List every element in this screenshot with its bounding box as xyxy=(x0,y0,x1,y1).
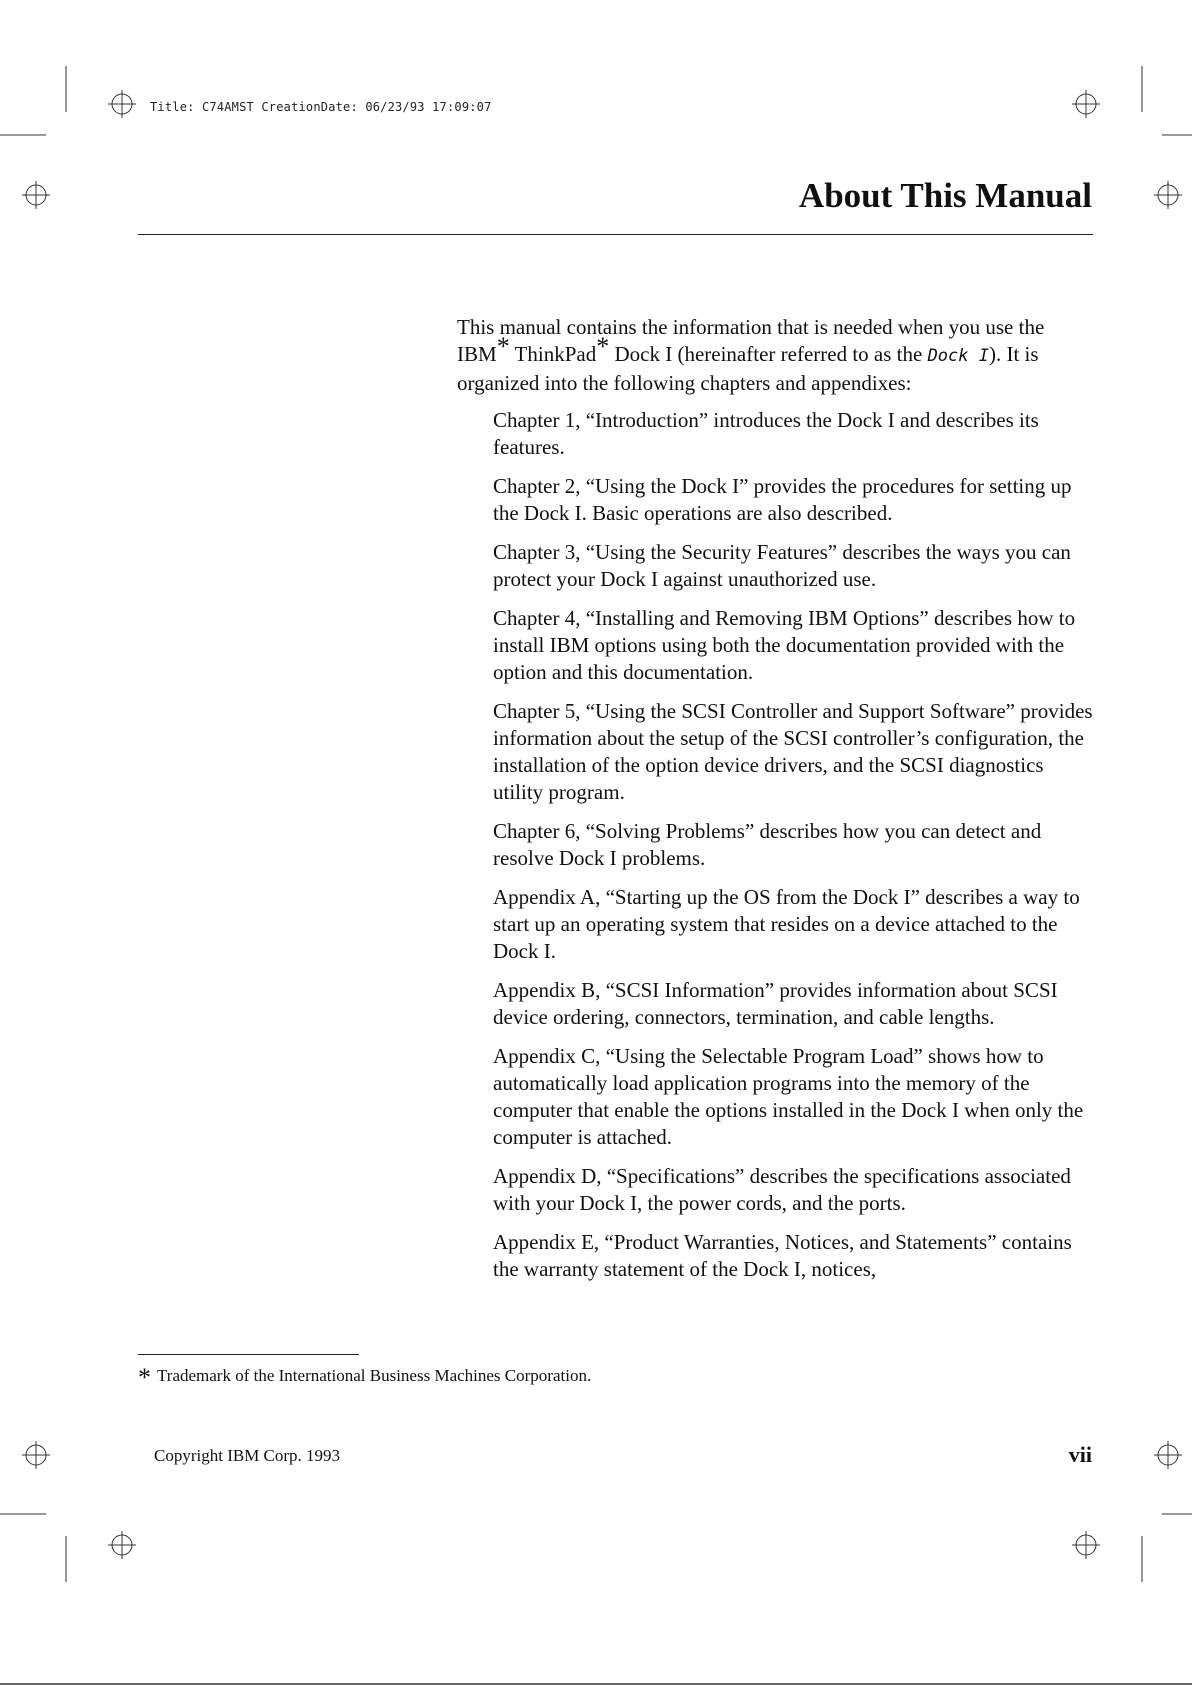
list-item: Chapter 6, “Solving Problems” describes how you can detect and resolve Dock I problems. xyxy=(493,819,1042,870)
list-item: Chapter 5, “Using the SCSI Controller and Support Software” provides information about the setup of the SCSI controller’s configuration, the installation of the option device drivers, and the SCSI diagnostics utility program. xyxy=(493,699,1093,804)
intro-part-3: Dock I (hereinafter referred to as the xyxy=(609,342,928,366)
page-number: vii xyxy=(1068,1442,1092,1467)
registration-target xyxy=(1072,90,1100,118)
registration-target xyxy=(1072,1531,1100,1559)
intro-paragraph xyxy=(457,314,1097,397)
list-item: Appendix E, “Product Warranties, Notices, and Statements” contains the warranty statement of the Dock I, notices, xyxy=(493,1230,1072,1281)
footnote-text: Trademark of the International Business Machines Corporation. xyxy=(157,1366,592,1385)
footnote xyxy=(138,1358,592,1392)
registration-target xyxy=(1154,1441,1182,1469)
footnote-star: * xyxy=(138,1363,151,1392)
list-item: Appendix A, “Starting up the OS from the Dock I” describes a way to start up an operating system that resides on a device attached to the Dock I. xyxy=(493,885,1080,963)
intro-part-2: ThinkPad xyxy=(509,342,597,366)
trademark-star: * xyxy=(596,332,610,361)
intro-part-4: ). It is organized into the following chapters and appendixes: xyxy=(457,342,1039,395)
footnote-rule xyxy=(138,1354,359,1355)
intro-part-1: This manual contains the information that is needed when you use the IBM xyxy=(457,315,1045,366)
list-item: Chapter 3, “Using the Security Features” describes the ways you can protect your Dock I against unauthorized use. xyxy=(493,540,1071,591)
list-item: Chapter 1, “Introduction” introduces the Dock I and describes its features. xyxy=(493,408,1039,459)
registration-target xyxy=(22,1441,50,1469)
registration-target xyxy=(1154,181,1182,209)
registration-target xyxy=(22,181,50,209)
registration-target xyxy=(108,90,136,118)
creation-info: Title: C74AMST CreationDate: 06/23/93 17:09:07 xyxy=(150,100,492,114)
list-item: Appendix D, “Specifications” describes the specifications associated with your Dock I, the power cords, and the ports. xyxy=(493,1164,1071,1215)
chapter-list xyxy=(457,407,1097,1283)
list-item: Appendix B, “SCSI Information” provides information about SCSI device ordering, connectors, termination, and cable lengths. xyxy=(493,978,1058,1029)
list-item: Appendix C, “Using the Selectable Program Load” shows how to automatically load application programs into the memory of the computer that enable the options installed in the Dock I when only the computer is attached. xyxy=(493,1044,1084,1149)
list-item: Chapter 4, “Installing and Removing IBM Options” describes how to install IBM options using both the documentation provided with the option and this documentation. xyxy=(493,606,1076,684)
registration-target xyxy=(108,1531,136,1559)
defined-term: Dock I xyxy=(927,346,989,366)
title-rule xyxy=(138,234,1093,235)
page-title: About This Manual xyxy=(798,176,1092,215)
list-item: Chapter 2, “Using the Dock I” provides the procedures for setting up the Dock I. Basic operations are also described. xyxy=(493,474,1072,525)
copyright: Copyright IBM Corp. 1993 xyxy=(154,1446,341,1465)
trademark-star: * xyxy=(496,332,510,361)
body-text xyxy=(457,314,1097,1295)
